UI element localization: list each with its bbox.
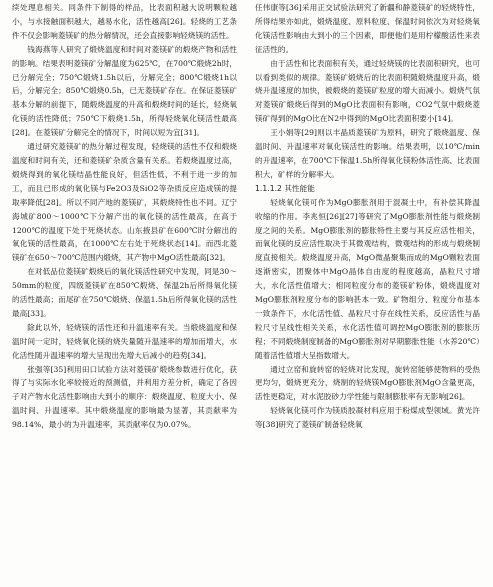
left-paragraph: 张强等[35]利用田口试验方法对菱镁矿煅烧参数进行优化，获得了与实际水化率较接近的预测值，并利用方差分析，确定了各因子对产物水化活性影响由大到小的顺序：煅烧温度、粒度大小、保温时间、升温速率。其中煅烧温度的影响最为显著，其贡献率为98.14%，最小的为升温速率，其贡献率仅为0.07%。 (12, 364, 237, 430)
left-paragraph: 钱海燕等人研究了煅烧温度和时间对菱镁矿的煅烧产物和活性的影响。结果表明菱镁矿分解温度为625℃，在700℃煅烧2h时，已分解完全；750℃煅烧1.5h以后，分解完全；800℃煅烧1h以后，分解完全；850℃煅烧0.5h，已无菱镁矿存在。在保证菱镁矿基本分解的前提下，随煅烧温度的升高和煅烧时间的延长，轻烧氧化镁的活性降低；750℃下煅烧1.5h，所得轻烧氧化镁活性最高[28]。在菱镁矿分解完全的情况下，时间以短为宜[31]。 (12, 44, 237, 138)
right-paragraph: 任伟康等[36]采用正交试验法研究了新疆和静菱镁矿的轻烧特性，所得结果亦如此，煅烧温度、原料粒度、保温时间依次为对轻烧氧化镁活性影响由大到小的三个因素，即便他们是用柠檬酸活性来表征活性的。 (255, 3, 480, 54)
section-heading: 1.1.1.2 其性能能 (255, 183, 315, 193)
right-paragraph: 王小娟等[29]则以丰晶质菱镁矿为原料，研究了煅烧温度、保温时间、升温速率对氧化镁活性的影响。结果表明，以10℃/min的升温速率，在700℃下保温1.5h所得氧化镁粉体活性高、比表面积大，矿样的分解率大。 (255, 128, 480, 179)
right-paragraph: 由于活性和比表面积有关，通过轻烧镁的比表面积研究，也可以看到类似的规律。菱镁矿煅烧后的比表面积随煅烧温度升高，煅烧升温速度的加快，被煅烧的菱镁矿粒度的增大而减小。煅烧气氛对菱镁矿煅烧后得到的MgO比表面积有影响，CO2气氛中煅烧菱镁矿得到的MgO比在N2中得到的MgO比表面积要小[14]。 (255, 58, 480, 124)
right-paragraph: 轻烧氧化镁可作为MgO膨胀剂用于混凝土中，有补偿其降温收缩的作用。李兆恒[26][27]等研究了MgO膨胀剂性能与煅烧制度之间的关系。MgO膨胀剂的膨胀特性主要与其反应活性相关，而氧化镁的反应活性取决于其微观结构，微观结构的形成与煅烧制度直接相关。煅烧温度升高，MgO微晶聚集而成的MgO颗粒表面逐渐密实，团聚体中MgO晶体自由度的程度越高，晶粒尺寸增大，水化活性值增大；相同粒度分布的菱镁矿粉体，煅烧温度对MgO膨胀剂粒度分布的影响甚本一致。矿物组分、粒度分布基本一致条件下，水化活性值、晶粒尺寸存在线性关系，反应活性与晶粒尺寸呈线性相关关系，水化活性值可调控MgO膨胀剂的膨胀历程；不同煅烧制度制备的MgO膨胀剂对早期膨胀性能（水养20℃）随着活性值增大呈指数增大。 (255, 197, 480, 360)
left-paragraph: 在对低品位菱镁矿煅烧后的氧化镁活性研究中发现，同是30～50mm的粒度，四级菱镁矿在850℃煅烧、保温2h后所得氧化镁的活性最高；而尾矿在750℃煅烧、保温1.5h后所得氧化镁的活性最高[33]。 (12, 267, 237, 318)
right-paragraph: 轻烧氧化镁可作为镁质胶凝材料应用于粉煤成型领域。黄光许等[38]研究了菱镁矿制备轻烧氧 (255, 406, 480, 430)
left-paragraph: 通过研究菱镁矿的热分解过程发现，轻烧镁的活性不仅和煅烧温度和时间有关，还和菱镁矿杂质含量有关系。若煅烧温度过高，煅烧得到的氧化镁结晶性能良好，但活性低，不利于进一步的加工，而且已形成的氧化镁与Fe2O3及SiO2等杂质反应造成镁的提取率降低[28]。所以不同产地的菱镁矿，其煅烧特性也不同。辽宁海城矿800～1000℃下分解产出的氧化镁的活性最高，在高于1200℃的温度下处于死烧状态。山东掖县矿在600℃时分解出的氧化镁的活性最高，在1000℃左右处于死烧状态[14]。而西北菱镁矿在650～700℃范围内煅烧，其产物中MgO活性最高[32]。 (12, 142, 237, 263)
left-paragraph: 续处理息相关。同条件下制得的样品，比表面积越大说明颗粒越小，与水接触面积越大，越易水化，活性越高[26]。轻烧的工艺条件不仅会影响菱镁矿的热分解情况，还会直接影响轻烧镁的活性。 (12, 3, 237, 40)
left-paragraph: 除此以外，轻烧镁的活性还和升温速率有关。当煅烧温度和保温时间一定时，轻烧氧化镁的烧失量随升温速率的增加而增大，水化活性随升温速率的增大呈现出先增大后减小的趋势[34]。 (12, 322, 237, 360)
right-paragraph: 通过立窑和旋转窑的轻烧对比发现，旋转窑能够使物料的受热更均匀，煅烧更充分，烧制的轻烧镁MgO膨胀剂MgO含量更高，活性更稳定，对水泥胶砂力学性能与限制膨胀率有无影响[26]。 (255, 364, 480, 402)
right-column (255, 1, 480, 432)
left-column (12, 1, 237, 432)
